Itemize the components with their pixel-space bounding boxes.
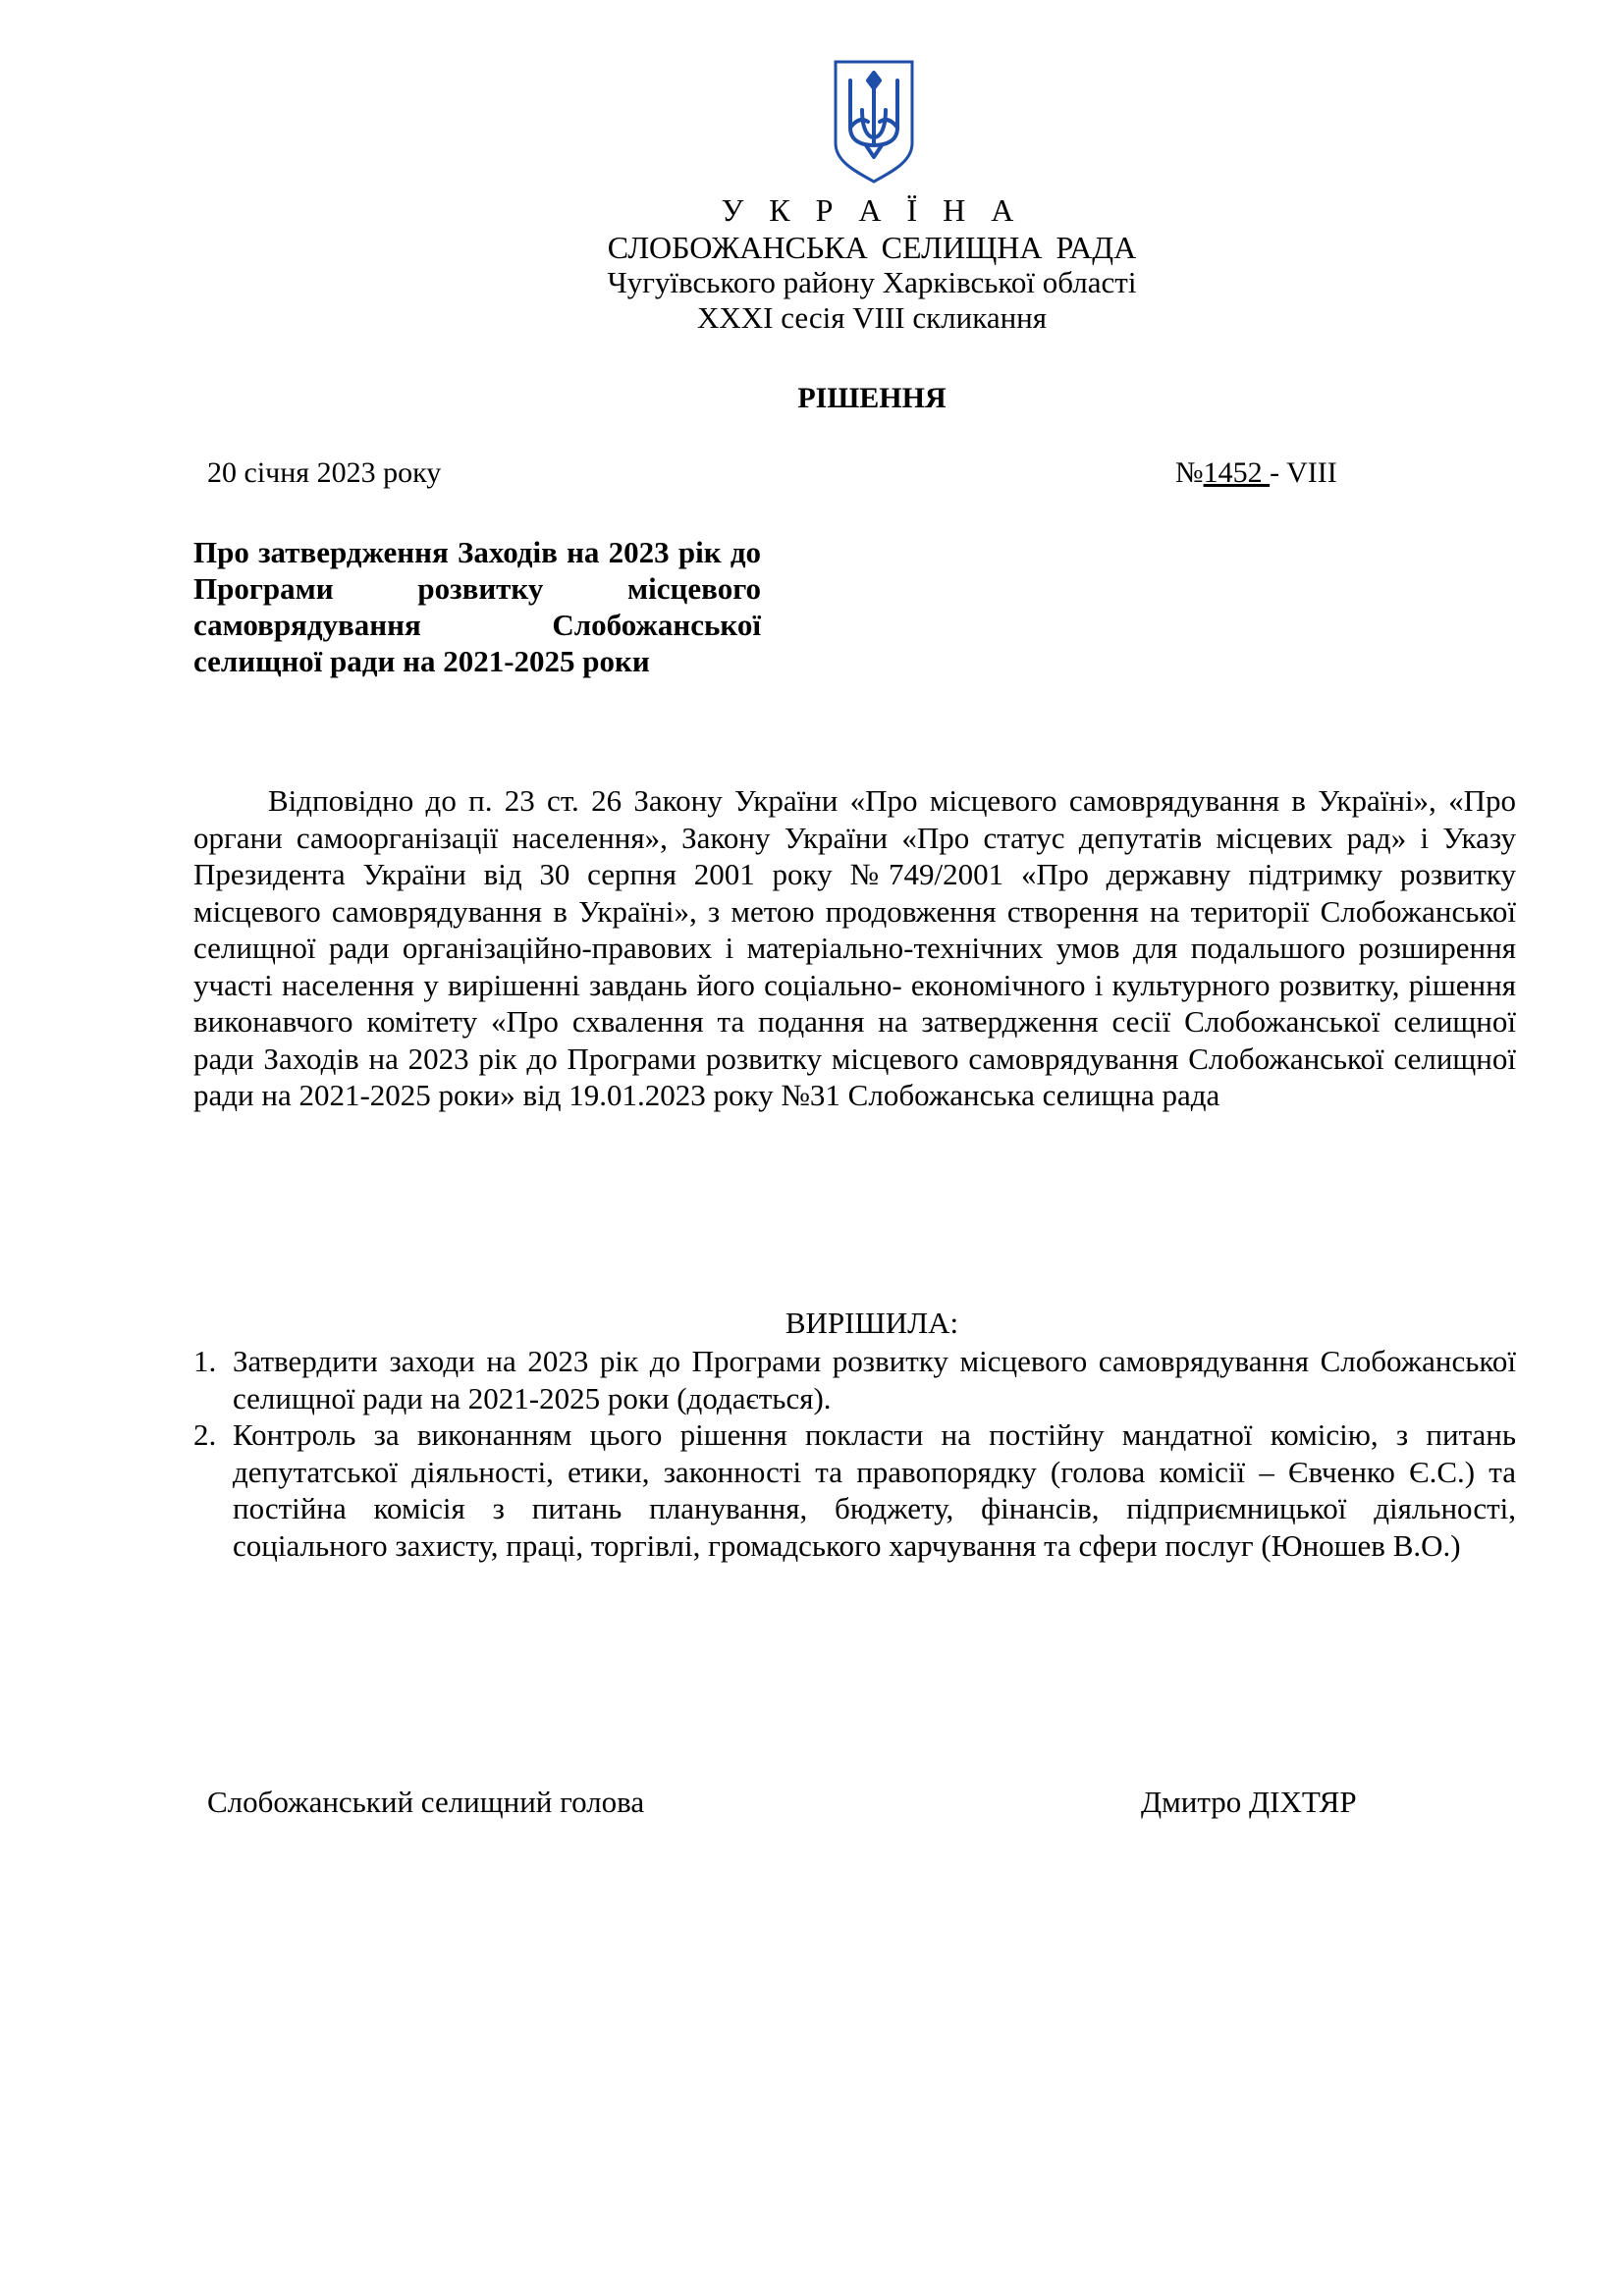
signatory-title: Слобожанський селищний голова [207, 1785, 645, 1819]
preamble-paragraph: Відповідно до п. 23 ст. 26 Закону України «Про місцевого самоврядування в Україні», «Про органи самоорганізації населення», Закону України «Про статус депутатів місцевих рад» і Указу Президента України від 30 серпня 2001 року №749/2001 «Про державну підтримку розвитку місцевого самоврядування в Україні», з метою продовження створення на території Слобожанської селищної ради організаційно-правових і матеріально-технічних умов для подальшого розширення участі населення у вирішенні завдань його соціально- економічного і культурного розвитку, рішення виконавчого комітету «Про схвалення та подання на затвердження сесії Слобожанської селищної ради Заходів на 2023 рік до Програми розвитку місцевого самоврядування Слобожанської селищної ради на 2021-2025 роки» від 19.01.2023 року №31 Слобожанська селищна рада [193, 783, 1516, 1112]
council-name: СЛОБОЖАНСЬКА СЕЛИЩНА РАДА [607, 230, 1137, 265]
decision-items [193, 1343, 1516, 1564]
session-info: ХХХІ сесія VIII скликання [696, 300, 1048, 335]
decision-item [193, 1343, 1516, 1416]
decision-number [1175, 455, 1337, 491]
decision-date: 20 січня 2023 року [207, 456, 442, 489]
decided-heading: ВИРІШИЛА: [785, 1306, 959, 1340]
district-name: Чугуївського району Харківської області [607, 265, 1137, 299]
item-number: 1. [193, 1344, 217, 1378]
trident-icon [833, 59, 915, 185]
number-prefix: № [1175, 456, 1204, 489]
number-digits: 1452 [1203, 456, 1271, 489]
number-suffix: - VIII [1270, 456, 1337, 489]
decision-subject: Про затвердження Заходів на 2023 рік до Програми розвитку місцевого самоврядування Слобожанської селищної ради на 2021-2025 роки [193, 535, 761, 678]
document-type: РІШЕННЯ [797, 382, 947, 414]
decision-item [193, 1416, 1516, 1564]
item-text: Затвердити заходи на 2023 рік до Програми розвитку місцевого самоврядування Слобожанської селищної ради на 2021-2025 роки (додається). [233, 1344, 1516, 1415]
item-text: Контроль за виконанням цього рішення покласти на постійну мандатної комісію, з питань депутатської діяльності, етики, законності та правопорядку (голова комісії – Євченко Є.С.) та постійна комісія з питань планування, бюджету, фінансів, підприємницької діяльності, соціального захисту, праці, торгівлі, громадського харчування та сфери послуг (Юношев В.О.) [233, 1417, 1516, 1563]
signatory-name: Дмитро ДІХТЯР [1141, 1785, 1357, 1819]
country-title: У К Р А Ї Н А [721, 192, 1023, 228]
item-number: 2. [193, 1417, 217, 1452]
